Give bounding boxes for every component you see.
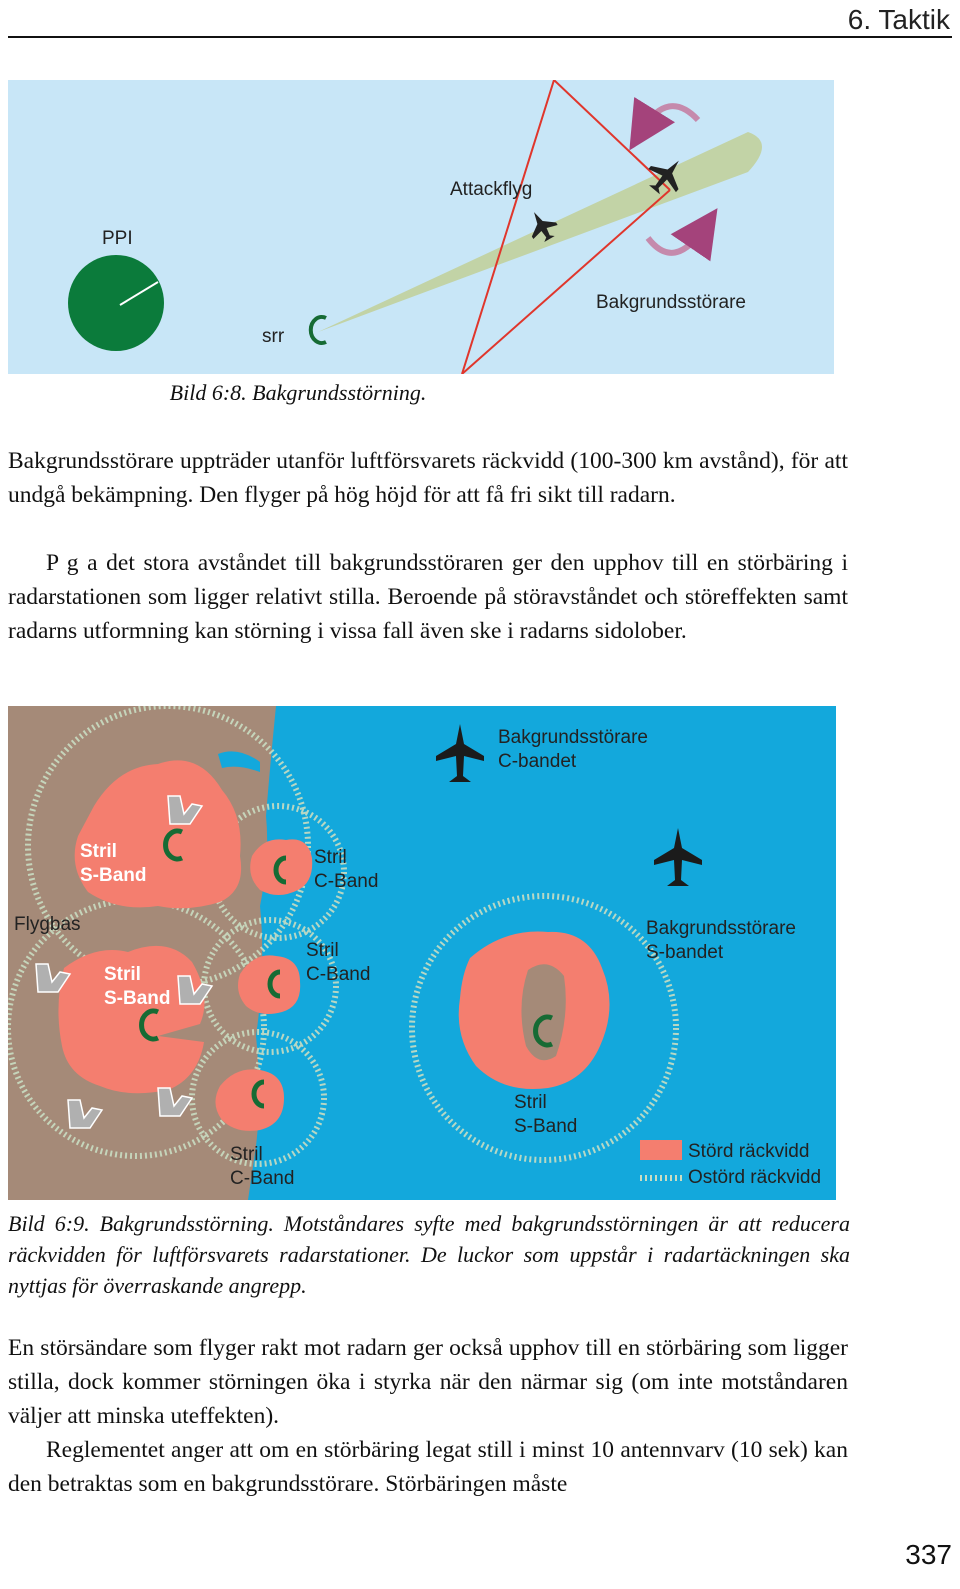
figure1-caption: Bild 6:8. Bakgrundsstörning. <box>169 380 427 405</box>
page-number: 337 <box>905 1539 952 1570</box>
figure-jamming-coverage <box>8 706 836 1200</box>
figure2-caption: Bild 6:9. Bakgrundsstörning. Motståndares syfte med bakgrundsstörningen är att reducera räckvidden för luftförsvarets radarstationer. De luckor som uppstår i radartäckningen ska nyttjas för överraskande angrepp. <box>8 1211 850 1298</box>
jammer-c-label-1: Bakgrundsstörare <box>498 727 648 748</box>
ppi-scope <box>68 255 164 351</box>
legend-undisturbed-label: Ostörd räckvidd <box>688 1167 822 1188</box>
stril-c1-label-1: Stril <box>314 847 347 868</box>
jammer-s-label-2: S-bandet <box>646 942 724 963</box>
stril-s2-label-2: S-Band <box>104 988 171 1009</box>
header-rule <box>8 36 952 38</box>
paragraph-1: Bakgrundsstörare uppträder utanför luftförsvarets räckvidd (100-300 km avstånd), för att undgå bekämpning. Den flyger på hög höjd för att få fri sikt till radarn. <box>8 448 848 508</box>
paragraph-2: P g a det stora avståndet till bakgrundsstöraren ger den upphov till en störbäring i radarstationen som ligger relativt stilla. Beroende på störavståndet och störeffekten samt radarns utformning kan störning i vissa fall även ske i radarns sidolober. <box>8 550 848 644</box>
stril-c3-label-2: C-Band <box>230 1168 295 1189</box>
jammer-c-label-2: C-bandet <box>498 751 577 772</box>
jammer-s-label-1: Bakgrundsstörare <box>646 918 796 939</box>
jammed-area-c1 <box>250 839 312 895</box>
stril-c2-label-1: Stril <box>306 940 339 961</box>
stril-s1-label-2: S-Band <box>80 865 147 886</box>
stril-c2-label-2: C-Band <box>306 964 371 985</box>
stril-s2-label-1: Stril <box>104 964 141 985</box>
stril-s3-label-2: S-Band <box>514 1116 578 1137</box>
chapter-header: 6. Taktik <box>847 4 950 35</box>
jammer-label: Bakgrundsstörare <box>596 292 746 313</box>
legend-disturbed-swatch <box>640 1140 682 1160</box>
flygbas-label: Flygbas <box>14 914 81 935</box>
paragraph-4: Reglementet anger att om en störbäring legat still i minst 10 antennvarv (10 sek) kan den betraktas som en bakgrundsstörare. Störbäringen måste <box>8 1437 848 1497</box>
stril-c1-label-2: C-Band <box>314 871 379 892</box>
paragraph-3: En störsändare som flyger rakt mot radarn ger också upphov till en störbäring som ligger stilla, dock kommer störningen öka i styrka när den närmar sig (om inte motståndaren väljer att minska uteffekten). <box>8 1335 848 1429</box>
ppi-label: PPI <box>102 228 133 249</box>
stril-s1-label-1: Stril <box>80 841 117 862</box>
figure-background-jamming <box>8 80 834 374</box>
stril-c3-label-1: Stril <box>230 1144 263 1165</box>
legend-disturbed-label: Störd räckvidd <box>688 1141 810 1162</box>
srr-label: srr <box>262 326 285 347</box>
stril-s3-label-1: Stril <box>514 1092 547 1113</box>
attack-label: Attackflyg <box>450 179 533 200</box>
